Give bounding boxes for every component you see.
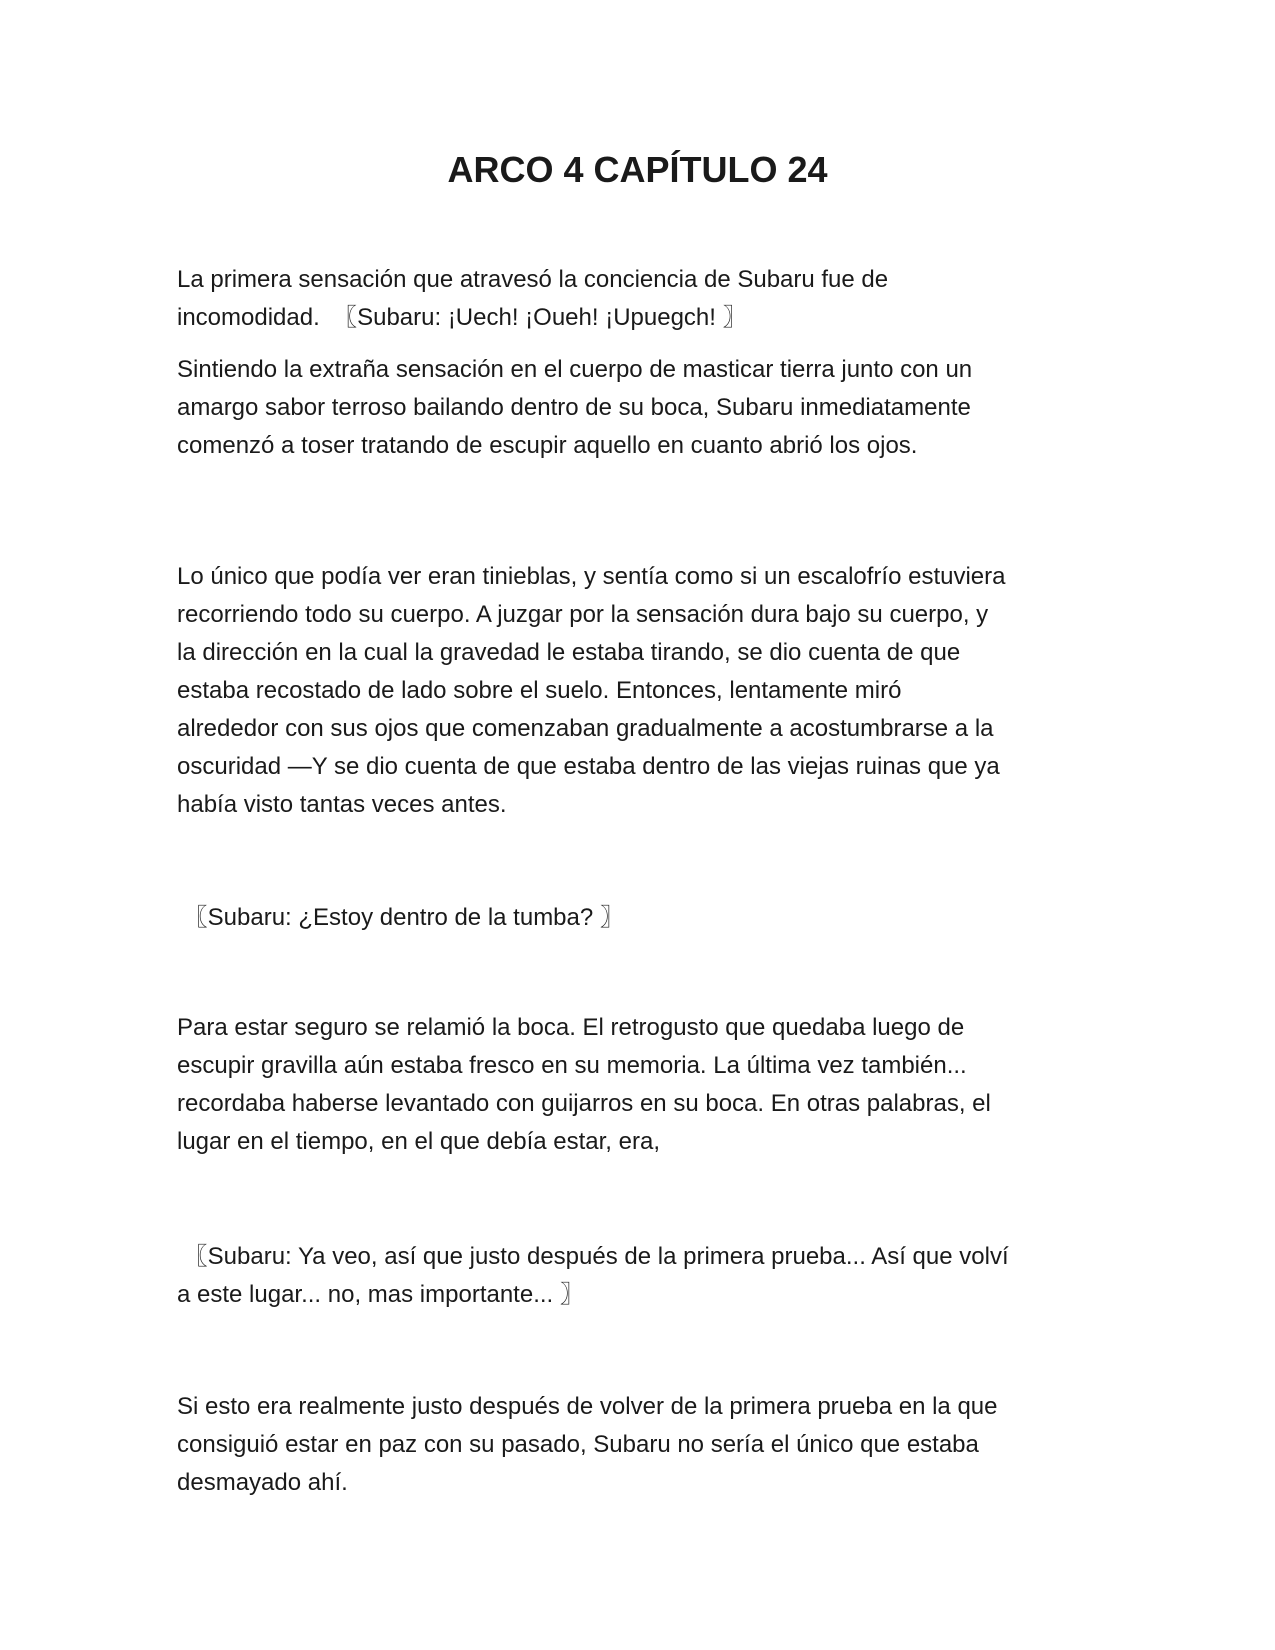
paragraph-2	[177, 351, 1117, 465]
text-line: amargo sabor terroso bailando dentro de su boca, Subaru inmediatamente	[177, 394, 971, 421]
text-line: oscuridad —Y se dio cuenta de que estaba dentro de las viejas ruinas que ya	[177, 753, 1000, 780]
chapter-title: ARCO 4 CAPÍTULO 24	[447, 149, 828, 190]
text-line: Para estar seguro se relamió la boca. El retrogusto que quedaba luego de	[177, 1014, 965, 1041]
text-line: a este lugar... no, mas importante... 〗	[177, 1281, 584, 1308]
paragraph-5	[177, 1388, 1117, 1502]
paragraph-4	[177, 1009, 1117, 1161]
text-line: alrededor con sus ojos que comenzaban gradualmente a acostumbrarse a la	[177, 715, 994, 742]
text-line: lugar en el tiempo, en el que debía estar, era,	[177, 1128, 660, 1155]
text-line: consiguió estar en paz con su pasado, Subaru no sería el único que estaba	[177, 1431, 979, 1458]
text-line: recordaba haberse levantado con guijarros en su boca. En otras palabras, el	[177, 1090, 991, 1117]
text-line: comenzó a toser tratando de escupir aquello en cuanto abrió los ojos.	[177, 432, 918, 459]
text-line: Lo único que podía ver eran tinieblas, y sentía como si un escalofrío estuviera	[177, 563, 1006, 590]
text-line: recorriendo todo su cuerpo. A juzgar por la sensación dura bajo su cuerpo, y	[177, 601, 989, 628]
paragraph-3	[177, 558, 1117, 824]
text-line: incomodidad. 〖Subaru: ¡Uech! ¡Oueh! ¡Upuegch! 〗	[177, 304, 747, 331]
text-line: 〖Subaru: Ya veo, así que justo después de la primera prueba... Así que volví	[177, 1243, 1009, 1270]
text-line: 〖Subaru: ¿Estoy dentro de la tumba? 〗	[177, 904, 624, 931]
text-line: desmayado ahí.	[177, 1469, 348, 1496]
text-line: estaba recostado de lado sobre el suelo. Entonces, lentamente miró	[177, 677, 902, 704]
dialogue-1	[177, 899, 1117, 937]
text-line: Sintiendo la extraña sensación en el cuerpo de masticar tierra junto con un	[177, 356, 973, 383]
paragraph-1	[177, 261, 1117, 337]
text-line: Si esto era realmente justo después de volver de la primera prueba en la que	[177, 1393, 998, 1420]
text-line: la dirección en la cual la gravedad le estaba tirando, se dio cuenta de que	[177, 639, 961, 666]
text-line: La primera sensación que atravesó la conciencia de Subaru fue de	[177, 266, 889, 293]
text-line: escupir gravilla aún estaba fresco en su memoria. La última vez también...	[177, 1052, 967, 1079]
text-line: había visto tantas veces antes.	[177, 791, 507, 818]
dialogue-2	[177, 1238, 1117, 1314]
